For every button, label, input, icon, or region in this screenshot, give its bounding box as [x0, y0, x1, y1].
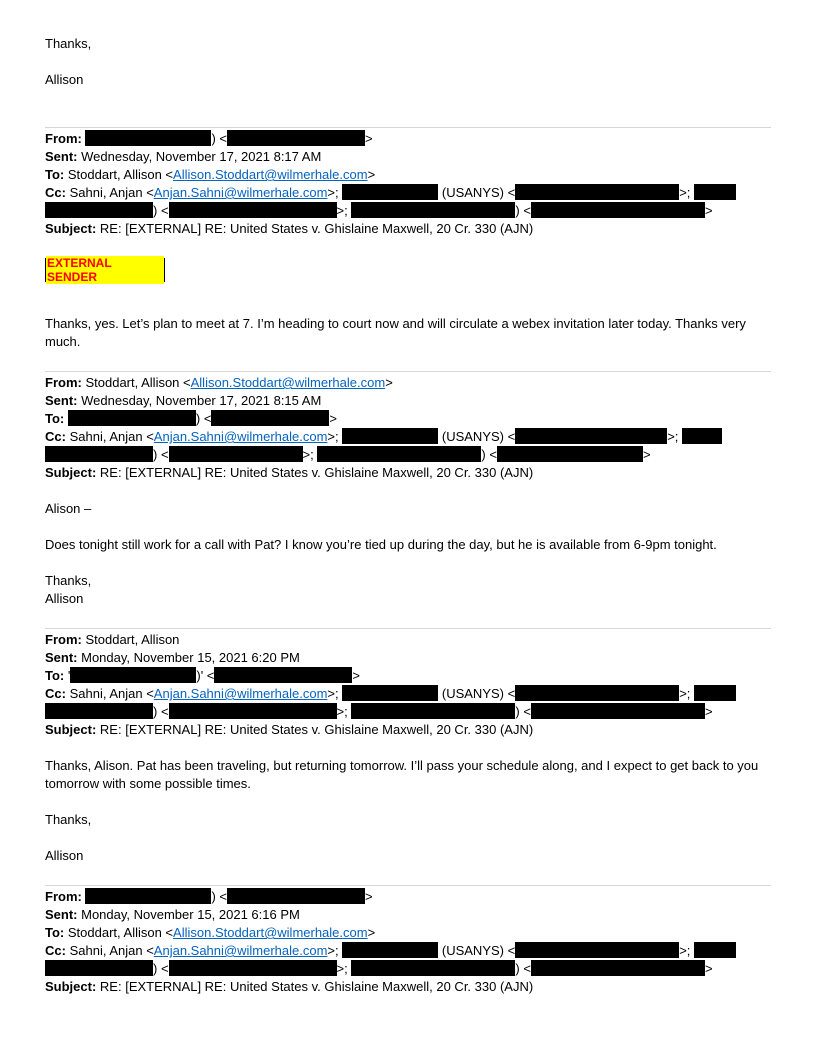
punct: >	[642, 447, 651, 462]
punct: >;	[679, 185, 691, 200]
from-name: Stoddart, Allison <	[85, 375, 191, 390]
from-line	[45, 374, 393, 392]
divider	[45, 885, 771, 886]
redaction	[45, 960, 153, 976]
redaction	[317, 446, 481, 462]
cc-name: Sahni, Anjan <	[69, 686, 154, 701]
punct: >;	[336, 203, 348, 218]
redaction	[45, 446, 153, 462]
punct: ) <	[515, 961, 531, 976]
to-label: To:	[45, 668, 65, 683]
subject-line	[45, 978, 533, 996]
cc-line-continued	[45, 960, 713, 978]
from-email-link[interactable]: Allison.Stoddart@wilmerhale.com	[190, 375, 386, 390]
punct: >;	[336, 704, 348, 719]
subject-line	[45, 721, 533, 739]
redaction	[342, 942, 438, 958]
cc-email-link[interactable]: Anjan.Sahni@wilmerhale.com	[153, 686, 328, 701]
to-name: Stoddart, Allison <	[67, 167, 174, 182]
to-name: Stoddart, Allison <	[67, 925, 174, 940]
sent-label: Sent:	[45, 393, 78, 408]
to-email-link[interactable]: Allison.Stoddart@wilmerhale.com	[173, 167, 368, 182]
redaction	[169, 446, 303, 462]
email-body-3: Thanks, Alison. Pat has been traveling, but returning tomorrow. I’ll pass your schedule along, and I expect to get back to you tomorrow with some possible times.	[45, 758, 759, 791]
sent-value: Wednesday, November 17, 2021 8:17 AM	[81, 149, 322, 164]
redaction	[227, 888, 365, 904]
redaction	[351, 703, 515, 719]
redaction	[694, 942, 736, 958]
to-line	[45, 166, 375, 184]
cc-name: Sahni, Anjan <	[69, 185, 154, 200]
sent-line	[45, 392, 321, 410]
from-label: From:	[45, 375, 82, 390]
from-name: Stoddart, Allison	[85, 632, 180, 647]
punct: >	[704, 704, 713, 719]
signoff-name: Allison	[45, 72, 84, 87]
email-signature-2: Allison	[45, 591, 84, 606]
punct: ) <	[481, 447, 497, 462]
punct: )' <	[196, 668, 215, 683]
email-signature-3: Allison	[45, 848, 84, 863]
punct: >;	[327, 185, 339, 200]
cc-usanys: (USANYS) <	[441, 943, 516, 958]
redaction	[169, 703, 337, 719]
cc-email-link[interactable]: Anjan.Sahni@wilmerhale.com	[153, 185, 328, 200]
cc-line-continued	[45, 202, 713, 220]
cc-line	[45, 428, 722, 446]
punct: '	[67, 668, 71, 683]
redaction	[515, 428, 667, 444]
cc-line	[45, 184, 736, 202]
to-email-link[interactable]: Allison.Stoddart@wilmerhale.com	[173, 925, 368, 940]
redaction	[531, 960, 705, 976]
cc-label: Cc:	[45, 185, 66, 200]
redaction	[515, 685, 679, 701]
from-line	[45, 130, 373, 148]
divider	[45, 371, 771, 372]
punct: ) <	[211, 889, 228, 904]
cc-line	[45, 685, 736, 703]
redaction	[169, 202, 337, 218]
punct: >;	[679, 943, 691, 958]
redaction	[531, 202, 705, 218]
email-thanks-2: Thanks,	[45, 573, 92, 588]
redaction	[694, 685, 736, 701]
sent-value: Monday, November 15, 2021 6:16 PM	[81, 907, 300, 922]
subject-label: Subject:	[45, 979, 97, 994]
redaction	[67, 667, 196, 683]
email-greeting-2: Alison –	[45, 501, 92, 516]
punct: >;	[327, 943, 339, 958]
to-line	[45, 410, 337, 428]
divider	[45, 127, 771, 128]
cc-usanys: (USANYS) <	[441, 429, 516, 444]
subject-value: RE: [EXTERNAL] RE: United States v. Ghislaine Maxwell, 20 Cr. 330 (AJN)	[99, 465, 534, 480]
from-line	[45, 888, 373, 906]
cc-line	[45, 942, 736, 960]
punct: ) <	[153, 447, 169, 462]
sent-value: Wednesday, November 17, 2021 8:15 AM	[81, 393, 322, 408]
cc-usanys: (USANYS) <	[441, 686, 516, 701]
email-thanks-3: Thanks,	[45, 812, 92, 827]
email-body-1: Thanks, yes. Let’s plan to meet at 7. I’m heading to court now and will circulate a webex invitation later today. Thanks very much.	[45, 316, 746, 349]
redaction	[85, 888, 211, 904]
punct: >	[365, 131, 373, 146]
sent-label: Sent:	[45, 149, 78, 164]
punct: >	[704, 961, 713, 976]
subject-value: RE: [EXTERNAL] RE: United States v. Ghislaine Maxwell, 20 Cr. 330 (AJN)	[99, 979, 534, 994]
redaction	[211, 410, 329, 426]
punct: >;	[327, 686, 339, 701]
from-label: From:	[45, 889, 82, 904]
cc-name: Sahni, Anjan <	[69, 943, 154, 958]
to-label: To:	[45, 925, 65, 940]
to-label: To:	[45, 411, 65, 426]
cc-label: Cc:	[45, 943, 66, 958]
cc-email-link[interactable]: Anjan.Sahni@wilmerhale.com	[153, 429, 328, 444]
cc-email-link[interactable]: Anjan.Sahni@wilmerhale.com	[153, 943, 328, 958]
cc-usanys: (USANYS) <	[441, 185, 516, 200]
redaction	[227, 130, 365, 146]
external-sender-label: EXTERNAL SENDER	[46, 256, 164, 284]
subject-label: Subject:	[45, 465, 97, 480]
from-line	[45, 631, 179, 649]
punct: >	[352, 668, 360, 683]
cc-label: Cc:	[45, 429, 66, 444]
punct: ) <	[153, 704, 169, 719]
redaction	[214, 667, 352, 683]
cc-name: Sahni, Anjan <	[69, 429, 154, 444]
redaction	[45, 202, 153, 218]
redaction	[68, 410, 196, 426]
subject-label: Subject:	[45, 221, 97, 236]
redaction	[342, 184, 438, 200]
sent-label: Sent:	[45, 650, 78, 665]
subject-value: RE: [EXTERNAL] RE: United States v. Ghislaine Maxwell, 20 Cr. 330 (AJN)	[99, 221, 534, 236]
punct: >;	[667, 429, 679, 444]
redaction	[45, 703, 153, 719]
sent-line	[45, 148, 321, 166]
redaction	[515, 184, 679, 200]
punct: >	[385, 375, 393, 390]
email-body-2: Does tonight still work for a call with Pat? I know you’re tied up during the day, but he is available from 6-9pm tonight.	[45, 537, 717, 552]
redaction	[85, 130, 211, 146]
punct: >	[367, 167, 376, 182]
punct: >	[329, 411, 338, 426]
redaction	[169, 960, 337, 976]
to-label: To:	[45, 167, 65, 182]
punct: ) <	[153, 203, 169, 218]
punct: ) <	[153, 961, 169, 976]
subject-line	[45, 464, 533, 482]
punct: ) <	[515, 704, 531, 719]
redaction	[497, 446, 643, 462]
redaction	[342, 428, 438, 444]
subject-value: RE: [EXTERNAL] RE: United States v. Ghislaine Maxwell, 20 Cr. 330 (AJN)	[99, 722, 534, 737]
punct: >	[365, 889, 373, 904]
from-label: From:	[45, 632, 82, 647]
punct: >;	[679, 686, 691, 701]
redaction	[515, 942, 679, 958]
signoff-thanks: Thanks,	[45, 36, 92, 51]
redaction	[351, 202, 515, 218]
punct: ) <	[515, 203, 531, 218]
redaction	[351, 960, 515, 976]
divider	[45, 628, 771, 629]
punct: >;	[302, 447, 314, 462]
punct: ) <	[195, 411, 212, 426]
sent-label: Sent:	[45, 907, 78, 922]
subject-label: Subject:	[45, 722, 97, 737]
to-line	[45, 924, 375, 942]
external-sender-banner	[45, 258, 165, 282]
sent-line	[45, 649, 300, 667]
punct: >	[367, 925, 376, 940]
redaction	[694, 184, 736, 200]
to-line	[45, 667, 360, 685]
punct: >;	[336, 961, 348, 976]
sent-value: Monday, November 15, 2021 6:20 PM	[81, 650, 300, 665]
subject-line	[45, 220, 533, 238]
from-label: From:	[45, 131, 82, 146]
punct: >	[704, 203, 713, 218]
cc-line-continued	[45, 446, 651, 464]
redaction	[682, 428, 722, 444]
redaction	[531, 703, 705, 719]
cc-line-continued	[45, 703, 713, 721]
cc-label: Cc:	[45, 686, 66, 701]
sent-line	[45, 906, 300, 924]
punct: ) <	[211, 131, 228, 146]
punct: >;	[327, 429, 339, 444]
redaction	[342, 685, 438, 701]
